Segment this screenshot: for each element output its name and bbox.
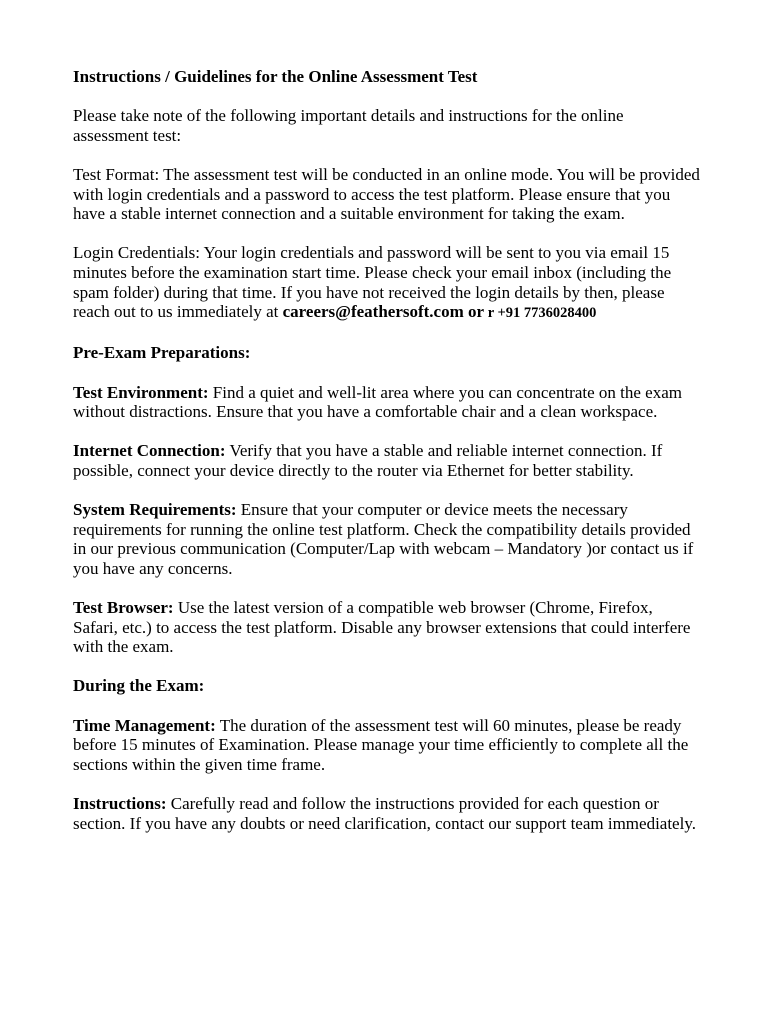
time-management-text: The duration of the assessment test will 60 minutes, please be ready before 15 minutes of Examination. Please manage your time efficiently to complete all the sections within the given time frame. [73,715,689,774]
contact-email: careers@feathersoft.com or [282,302,485,322]
test-environment-label: Test Environment: [73,382,209,402]
test-browser-text: Use the latest version of a compatible web browser (Chrome, Firefox, Safari, etc.) to access the test platform. Disable any browser extensions that could interfere with the exam. [73,598,691,657]
system-requirements-label: System Requirements: [73,500,237,520]
pre-exam-heading: Pre-Exam Preparations: [73,343,251,363]
internet-connection-paragraph [73,441,701,480]
instructions-text: Carefully read and follow the instructions provided for each question or section. If you have any doubts or need clarification, contact our support team immediately. [73,793,696,833]
instructions-paragraph [73,794,701,833]
test-format-paragraph: Test Format: The assessment test will be conducted in an online mode. You will be provided with login credentials and a password to access the test platform. Please ensure that you have a stable internet connection and a suitable environment for taking the exam. [73,164,700,224]
system-requirements-paragraph [73,500,701,578]
test-environment-text: Find a quiet and well-lit area where you can concentrate on the exam without distractions. Ensure that you have a comfortable chair and a clean workspace. [73,382,682,422]
internet-connection-label: Internet Connection: [73,441,226,461]
during-exam-heading: During the Exam: [73,676,205,696]
intro-paragraph: Please take note of the following important details and instructions for the online assessment test: [73,106,624,145]
document-page [73,67,701,853]
document-title: Instructions / Guidelines for the Online Assessment Test [73,67,478,86]
test-browser-label: Test Browser: [73,598,174,618]
login-credentials-paragraph [73,243,701,323]
system-requirements-text: Ensure that your computer or device meets the necessary requirements for running the online test platform. Check the compatibility details provided in our previous communication (Computer/Lap with webcam – Mandatory )or contact us if you have any concerns. [73,500,694,578]
internet-connection-text: Verify that you have a stable and reliable internet connection. If possible, connect your device directly to the router via Ethernet for better stability. [73,441,663,480]
contact-phone: r +91 7736028400 [484,305,597,322]
login-credentials-text: Login Credentials: Your login credentials and password will be sent to you via email 15 minutes before the examination start time. Please check your email inbox (including the spam folder) during that time. If you have not received the login details by then, please reach out to us immediately at [73,243,672,322]
test-browser-paragraph [73,598,701,657]
time-management-paragraph [73,716,701,775]
test-environment-paragraph [73,383,701,422]
time-management-label: Time Management: [73,715,216,735]
instructions-label: Instructions: [73,793,167,813]
